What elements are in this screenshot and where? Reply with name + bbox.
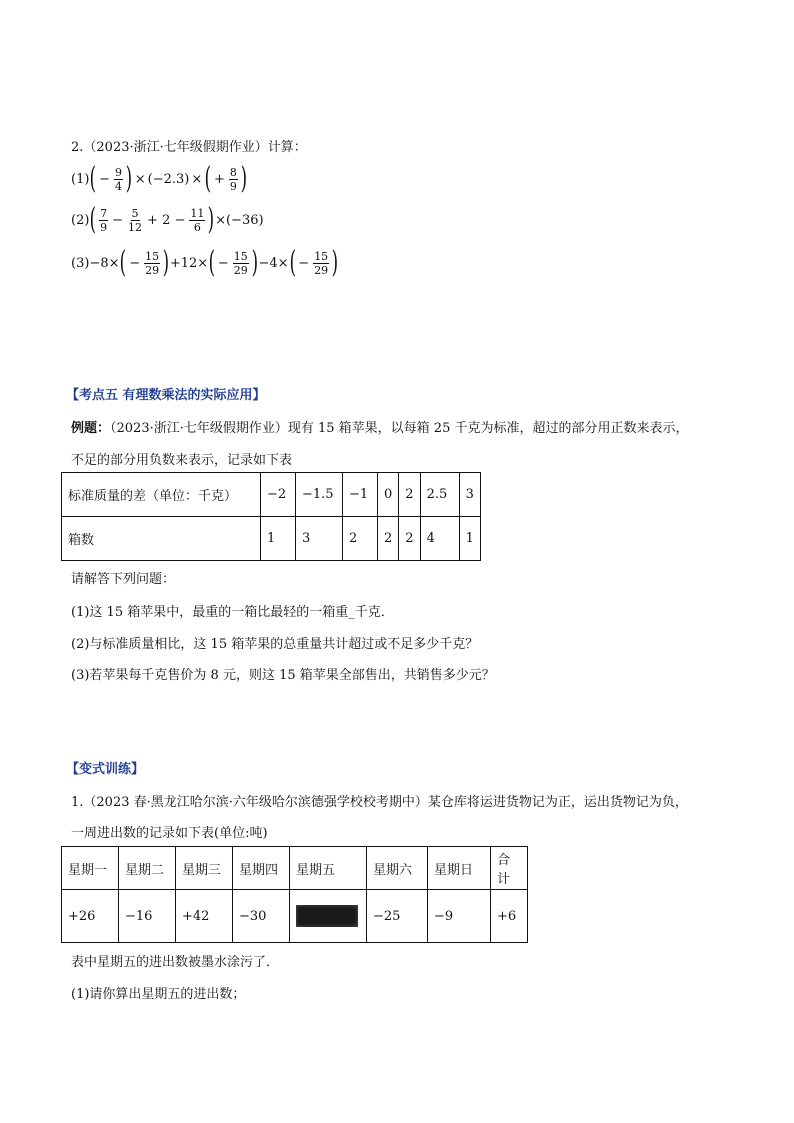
operand: ×(−36) — [215, 212, 264, 228]
table-cell: −1 — [343, 473, 378, 517]
header-cell: 合计 — [491, 847, 528, 890]
header-cell: 星期一 — [62, 847, 119, 890]
table-cell: 2 — [343, 517, 378, 561]
sub-question-1: (1)这 15 箱苹果中，最重的一箱比最轻的一箱重_千克． — [71, 605, 394, 620]
section-title: 【变式训练】 — [66, 762, 145, 777]
table-cell: 2.5 — [420, 473, 459, 517]
table-cell: −30 — [233, 890, 290, 943]
table-cell: 3 — [296, 517, 343, 561]
left-paren: ( — [204, 161, 212, 196]
plus-sign: + — [214, 171, 225, 187]
left-paren: ( — [90, 202, 97, 237]
expr-label: (3) — [71, 255, 90, 271]
right-paren: ) — [331, 245, 339, 280]
sub-question-3: (3)若苹果每千克售价为 8 元，则这 15 箱苹果全部售出，共销售多少元？ — [71, 668, 495, 683]
table-cell: 3 — [459, 473, 480, 517]
table-cell: 2 — [399, 473, 420, 517]
minus-sign: − — [217, 255, 229, 271]
example-text: （2023·浙江·七年级假期作业）现有 15 箱苹果，以每箱 25 千克为标准，超过的部分用正数来表示， — [110, 421, 689, 436]
row-header: 箱数 — [62, 517, 261, 561]
header-cell: 星期六 — [367, 847, 428, 890]
sub-question-1: (1)请你算出星期五的进出数； — [71, 987, 246, 1002]
minus-sign: − — [99, 171, 111, 187]
table-cell: −16 — [119, 890, 176, 943]
right-paren: ) — [208, 202, 215, 237]
table-cell: +26 — [62, 890, 119, 943]
table-cell: 2 — [399, 517, 420, 561]
fraction: $\frac{15}{29}$ — [233, 249, 248, 277]
warehouse-table — [61, 846, 528, 943]
minus-sign: − — [129, 255, 141, 271]
right-paren: ) — [162, 245, 170, 280]
prompt-text: 请解答下列问题： — [71, 572, 176, 587]
table-cell: −25 — [367, 890, 428, 943]
table-row — [62, 473, 481, 517]
left-paren: ( — [208, 245, 216, 280]
example-line-2: 不足的部分用负数来表示，记录如下表 — [71, 453, 293, 468]
fraction: $\frac{15}{29}$ — [145, 249, 160, 277]
header-cell: 星期三 — [176, 847, 233, 890]
table-cell: 2 — [378, 517, 399, 561]
expr-label: (2) — [71, 212, 90, 228]
exercise-line-2: 一周进出数的记录如下表(单位:吨) — [71, 826, 268, 841]
header-cell: 星期四 — [233, 847, 290, 890]
table-cell: +42 — [176, 890, 233, 943]
table-cell: 4 — [420, 517, 459, 561]
table-row — [62, 847, 528, 890]
operand: +12× — [169, 255, 209, 271]
expression-3 — [71, 245, 339, 280]
right-paren: ) — [125, 161, 133, 196]
table-cell: −2 — [261, 473, 296, 517]
expression-1 — [71, 161, 248, 196]
question-2-heading: 2.（2023·浙江·七年级假期作业）计算： — [71, 140, 307, 155]
expr-label: (1) — [71, 171, 90, 187]
operand: −4× — [258, 255, 289, 271]
operand: −8× — [89, 255, 120, 271]
header-cell: 星期日 — [428, 847, 491, 890]
example-line — [71, 417, 688, 436]
fraction: $\frac{15}{29}$ — [314, 249, 329, 277]
fraction: $\frac{9}{4}$ — [115, 165, 123, 193]
table-row — [62, 517, 481, 561]
operators: + 2 − — [147, 212, 186, 228]
right-paren: ) — [251, 245, 258, 280]
table-cell: 1 — [459, 517, 480, 561]
left-paren: ( — [289, 245, 296, 280]
table-cell: −1.5 — [296, 473, 343, 517]
sub-question-2: (2)与标准质量相比，这 15 箱苹果的总重量共计超过或不足多少千克？ — [71, 637, 479, 652]
header-cell: 星期二 — [119, 847, 176, 890]
minus-sign: − — [298, 255, 310, 271]
times-sign: × — [134, 171, 146, 187]
table-cell: 0 — [378, 473, 399, 517]
expression-2 — [71, 202, 264, 237]
ink-smudge — [296, 905, 358, 927]
table-cell: 1 — [261, 517, 296, 561]
fraction: $\frac{11}{6}$ — [190, 206, 205, 234]
row-header: 标准质量的差（单位：千克） — [62, 473, 261, 517]
left-paren: ( — [90, 161, 97, 196]
table-cell: −9 — [428, 890, 491, 943]
example-label: 例题： — [71, 421, 111, 436]
table-cell: +6 — [491, 890, 528, 943]
exercise-line: 1.（2023 春·黑龙江哈尔滨·六年级哈尔滨德强学校校考期中）某仓库将运进货物记为正，运出货物记为负， — [71, 795, 688, 810]
fraction: $\frac{7}{9}$ — [100, 206, 108, 234]
fraction: $\frac{5}{12}$ — [128, 206, 143, 234]
times-sign: × — [191, 171, 203, 187]
operand: (−2.3) — [147, 171, 190, 187]
header-cell: 星期五 — [290, 847, 367, 890]
right-paren: ) — [240, 161, 248, 196]
table-row — [62, 890, 528, 943]
minus-sign: − — [112, 212, 124, 228]
section-title: 【考点五 有理数乘法的实际应用】 — [66, 388, 266, 403]
ink-smudge-cell — [290, 890, 367, 943]
fraction: $\frac{8}{9}$ — [229, 165, 237, 193]
apple-weight-table — [61, 472, 481, 561]
note-text: 表中星期五的进出数被墨水涂污了． — [71, 955, 280, 970]
left-paren: ( — [120, 245, 127, 280]
